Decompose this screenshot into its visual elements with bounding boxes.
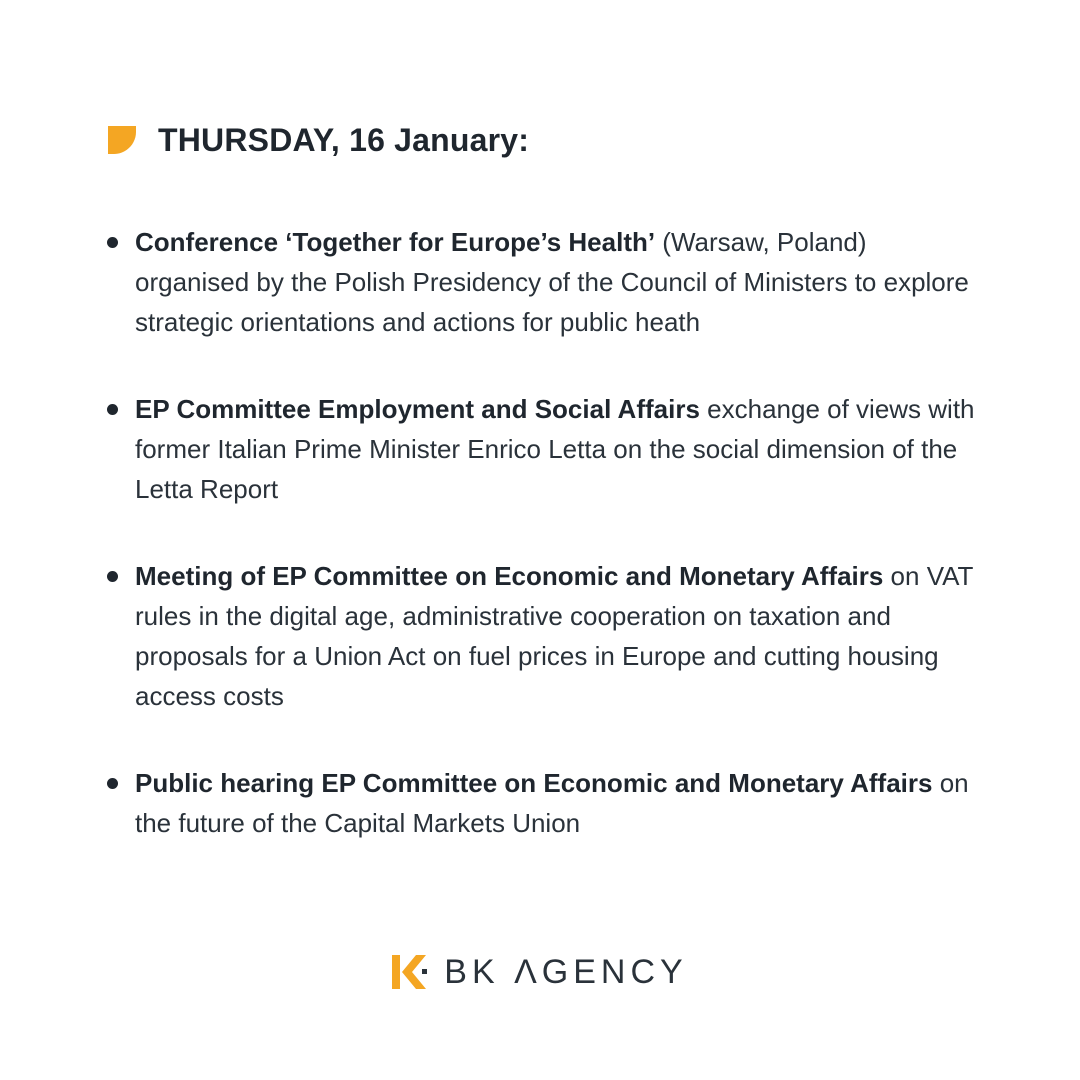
item-description: on the future of the Capital Markets Union xyxy=(135,768,969,838)
item-description: (Warsaw, Poland) organised by the Polish Presidency of the Council of Ministers to explore strategic orientations and actions for public heath xyxy=(135,227,969,337)
bullet-dot xyxy=(107,237,118,248)
bullet-dot xyxy=(107,571,118,582)
heading-title: THURSDAY, 16 January: xyxy=(158,121,530,158)
bk-logo-icon xyxy=(392,955,428,989)
agenda-list xyxy=(104,222,984,843)
list-item xyxy=(104,389,984,509)
list-item xyxy=(104,222,984,342)
bullet-dot xyxy=(107,404,118,415)
list-item xyxy=(104,556,984,716)
section-heading xyxy=(108,118,529,162)
item-title: Conference ‘Together for Europe’s Health’ xyxy=(135,227,656,257)
item-description: on VAT rules in the digital age, administrative cooperation on taxation and proposals for a Union Act on fuel prices in Europe and cutting housing access costs xyxy=(135,561,973,711)
item-title: EP Committee Employment and Social Affairs xyxy=(135,394,700,424)
orange-leaf-icon xyxy=(108,126,136,154)
footer-brand xyxy=(0,948,1080,996)
item-title: Public hearing EP Committee on Economic and Monetary Affairs xyxy=(135,768,933,798)
item-title: Meeting of EP Committee on Economic and Monetary Affairs xyxy=(135,561,884,591)
list-item xyxy=(104,763,984,843)
item-description: exchange of views with former Italian Prime Minister Enrico Letta on the social dimension of the Letta Report xyxy=(135,394,975,504)
bullet-dot xyxy=(107,778,118,789)
brand-name: BK ΛGENCY xyxy=(444,952,688,991)
